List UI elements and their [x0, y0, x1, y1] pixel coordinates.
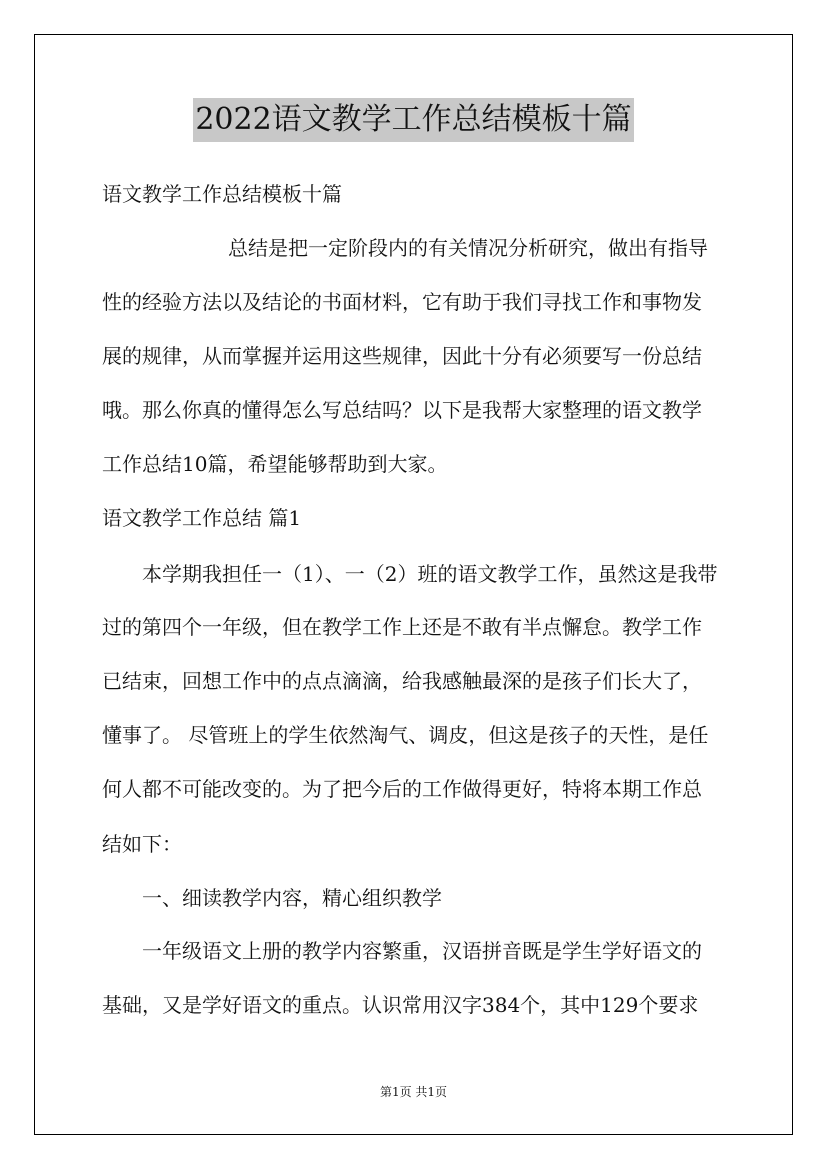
paragraph-line: 性的经验方法以及结论的书面材料，它有助于我们寻找工作和事物发	[102, 290, 702, 314]
document-title: 2022语文教学工作总结模板十篇	[193, 98, 633, 142]
paragraph-line: 过的第四个一年级，但在教学工作上还是不敢有半点懈怠。教学工作	[102, 615, 702, 639]
paragraph-line: 结如下：	[102, 832, 182, 856]
subsection-heading: 一、细读教学内容，精心组织教学	[142, 886, 442, 910]
subtitle-line: 语文教学工作总结模板十篇	[102, 182, 342, 206]
paragraph-line: 何人都不可能改变的。为了把今后的工作做得更好，特将本期工作总	[102, 777, 702, 801]
title-container	[0, 98, 827, 142]
paragraph-line: 本学期我担任一（1）、一（2）班的语文教学工作，虽然这是我带	[142, 562, 718, 586]
paragraph-line: 总结是把一定阶段内的有关情况分析研究，做出有指导	[228, 236, 708, 260]
paragraph-line: 懂事了。 尽管班上的学生依然淘气、调皮，但这是孩子的天性，是任	[102, 723, 709, 747]
paragraph-line: 已结束，回想工作中的点点滴滴，给我感触最深的是孩子们长大了，	[102, 669, 702, 693]
paragraph-line: 基础，又是学好语文的重点。认识常用汉字384个，其中129个要求	[102, 993, 699, 1017]
paragraph-line: 哦。那么你真的懂得怎么写总结吗？以下是我帮大家整理的语文教学	[102, 398, 702, 422]
section-heading: 语文教学工作总结 篇1	[102, 506, 302, 530]
paragraph-line: 工作总结10篇，希望能够帮助到大家。	[102, 452, 448, 476]
page-footer: 第1页 共1页	[379, 1085, 448, 1099]
paragraph-line: 一年级语文上册的教学内容繁重，汉语拼音既是学生学好语文的	[142, 939, 702, 963]
paragraph-line: 展的规律，从而掌握并运用这些规律，因此十分有必须要写一份总结	[102, 344, 702, 368]
